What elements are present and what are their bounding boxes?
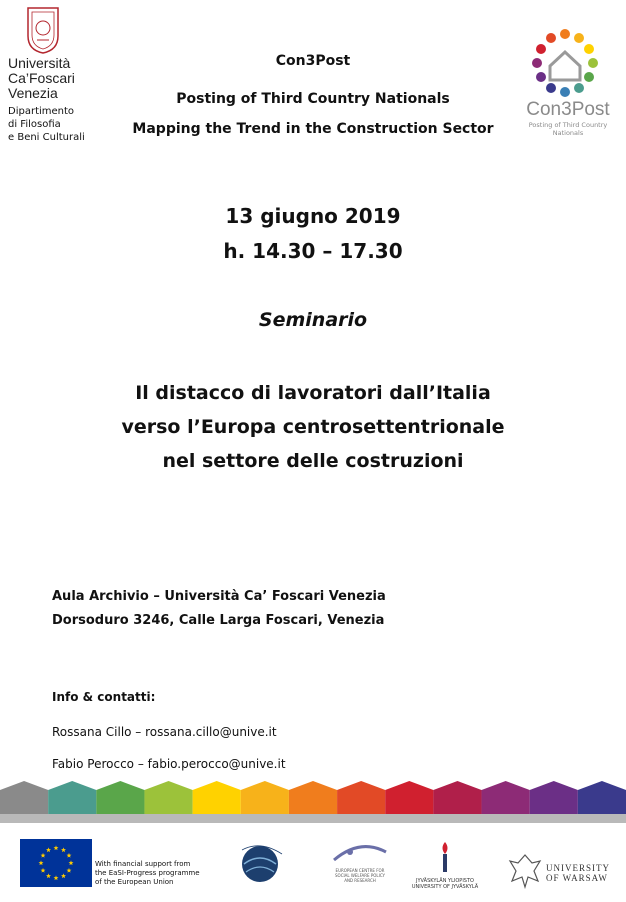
ca-foscari-seal-icon bbox=[25, 6, 61, 54]
european-centre-swoosh-icon bbox=[330, 842, 390, 864]
color-house-strip bbox=[0, 780, 626, 814]
venue bbox=[52, 585, 386, 633]
warsaw-text-line: OF WARSAW bbox=[546, 873, 608, 883]
eu-text-line: With financial support from bbox=[95, 860, 191, 868]
strip-house-segment bbox=[96, 781, 144, 814]
gray-band bbox=[0, 814, 626, 823]
event-time: h. 14.30 – 17.30 bbox=[223, 239, 403, 263]
strip-house-segment bbox=[385, 781, 433, 814]
strip-house-segment bbox=[144, 781, 192, 814]
venue-line-1: Aula Archivio – Università Ca’ Foscari Venezia bbox=[52, 589, 386, 604]
event-date: 13 giugno 2019 bbox=[225, 204, 401, 228]
torch-icon bbox=[410, 840, 480, 874]
event-title-line: nel settore delle costruzioni bbox=[162, 450, 464, 472]
eagle-icon bbox=[508, 851, 542, 889]
con3post-logo-tagline: Posting of Third Country Nationals bbox=[528, 121, 608, 137]
contact-fabio-perocco: Fabio Perocco – fabio.perocco@unive.it bbox=[52, 757, 286, 771]
jyu-text-line: JYVÄSKYLÄN YLIOPISTO bbox=[416, 878, 474, 884]
strip-house-segment bbox=[482, 781, 530, 814]
european-centre-logo bbox=[330, 842, 390, 888]
project-name: Con3Post bbox=[275, 53, 351, 69]
strip-house-segment bbox=[289, 781, 337, 814]
strip-house-segment bbox=[0, 781, 48, 814]
con3post-logo-word: Con3Post bbox=[526, 99, 610, 120]
centre-text-line: SOCIAL WELFARE POLICY bbox=[335, 873, 385, 878]
partner-globe-logo-icon bbox=[236, 842, 286, 888]
strip-house-segment bbox=[241, 781, 289, 814]
strip-house-segment bbox=[530, 781, 578, 814]
centre-text-line: EUROPEAN CENTRE FOR bbox=[335, 868, 385, 873]
event-title-line: verso l’Europa centrosettentrionale bbox=[121, 416, 505, 438]
event-title bbox=[0, 376, 626, 478]
con3post-logo bbox=[516, 28, 620, 136]
event-title-line: Il distacco di lavoratori dall’Italia bbox=[135, 382, 491, 404]
strip-house-segment bbox=[433, 781, 481, 814]
venue-line-2: Dorsoduro 3246, Calle Larga Foscari, Venezia bbox=[52, 613, 385, 628]
event-kind: Seminario bbox=[258, 309, 368, 331]
strip-house-segment bbox=[578, 781, 626, 814]
strip-house-segment bbox=[337, 781, 385, 814]
jyvaskyla-logo bbox=[410, 840, 480, 890]
project-subtitle-2: Mapping the Trend in the Construction Sector bbox=[132, 121, 494, 137]
department-line: Dipartimento bbox=[8, 106, 75, 117]
warsaw-text-line: UNIVERSITY bbox=[546, 863, 610, 873]
centre-text-line: AND RESEARCH bbox=[344, 878, 376, 883]
strip-house-segment bbox=[193, 781, 241, 814]
university-line: Ca’Foscari bbox=[8, 70, 75, 86]
project-subtitle-1: Posting of Third Country Nationals bbox=[176, 91, 450, 107]
eu-flag-icon bbox=[20, 839, 92, 887]
university-line: Università bbox=[8, 55, 71, 71]
department-line: di Filosofia bbox=[8, 119, 61, 130]
university-line: Venezia bbox=[8, 85, 58, 101]
jyu-text-line: UNIVERSITY OF JYVÄSKYLÄ bbox=[411, 884, 479, 890]
eu-funding-text bbox=[95, 860, 205, 887]
eu-text-line: the EaSI-Progress programme bbox=[95, 869, 200, 877]
strip-house-segment bbox=[48, 781, 96, 814]
university-of-warsaw-logo bbox=[508, 851, 620, 891]
contact-rossana-cillo: Rossana Cillo – rossana.cillo@unive.it bbox=[52, 725, 277, 739]
eu-text-line: of the European Union bbox=[95, 878, 174, 886]
contacts-heading: Info & contatti: bbox=[52, 690, 156, 704]
department-line: e Beni Culturali bbox=[8, 132, 85, 143]
